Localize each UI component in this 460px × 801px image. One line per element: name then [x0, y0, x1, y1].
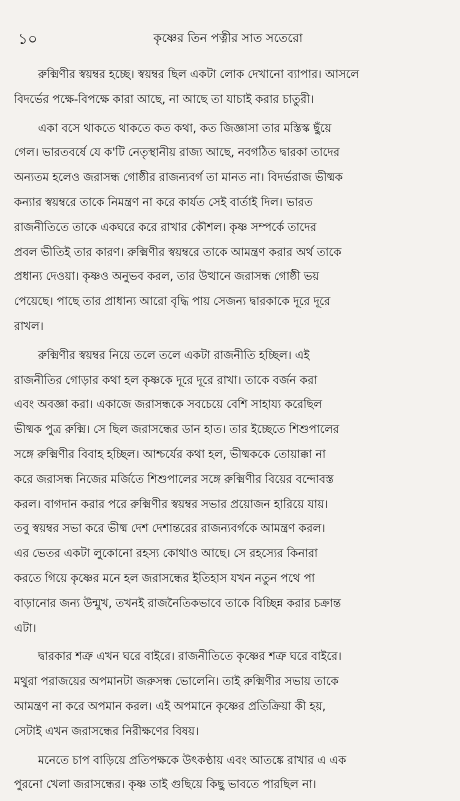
- text-line: বাড়ানোর জন্য উন্মুখ, তখনই রাজনৈতিকভাবে তাকে বিচ্ছিন্ন করার চক্রান্ত: [14, 595, 341, 610]
- text-line: অন্যতম হলেও জরাসন্ধ গোষ্ঠীর রাজন্যবর্গ তা মানত না। বিদর্ভরাজ ভীষ্মক: [14, 170, 343, 185]
- text-line: দ্বারকার শত্রু এখন ঘরে বাইরে। রাজনীতিতে কৃষ্ণের শত্রু ঘরে বাইরে।: [38, 649, 342, 664]
- paragraph: [14, 748, 446, 798]
- text-line: এর ভেতর একটা লুকোনো রহস্য কোথাও আছে। সে রহস্যের কিনারা: [14, 546, 318, 561]
- paragraph: [14, 343, 446, 641]
- text-line: আমন্ত্রণ না করে অপমান করল। এই অপমানে কৃষ্ণের প্রতিক্রিয়া কী হয়,: [14, 698, 326, 713]
- text-line: তবু স্বয়ম্বর সভা করে ভীষ্ম দেশ দেশান্তরের রাজন্যবর্গকে আমন্ত্রণ করল।: [14, 521, 326, 536]
- page-number: ১০: [18, 30, 38, 48]
- text-line: ভীষ্মক পুত্র রুক্মি। সে ছিল জরাসন্ধের ডান হাত। তার ইচ্ছেতে শিশুপালের: [14, 422, 340, 437]
- page-header: [14, 28, 442, 50]
- body-text: [14, 62, 446, 801]
- text-line: করে জরাসন্ধ নিজের মর্জিতে শিশুপালের সঙ্গে রুক্মিণীর বিয়ের বন্দোবস্ত: [14, 471, 334, 486]
- text-line: মনেতে চাপ বাড়িয়ে প্রতিপক্ষকে উৎকণ্ঠায় এবং আতঙ্কে রাখার এ এক: [38, 752, 347, 767]
- paragraph: [14, 644, 446, 743]
- text-line: বিদর্ভের পক্ষে-বিপক্ষে কারা আছে, না আছে তা যাচাই করার চাতুরী।: [14, 91, 314, 106]
- text-line: গেল। ভারতবর্ষে যে ক'টি নেতৃস্থানীয় রাজ্য আছে, নবগঠিত দ্বারকা তাদের: [14, 145, 340, 160]
- paragraph: [14, 116, 446, 339]
- running-title: কৃষ্ণের তিন পত্নীর সাত সতেরো: [153, 31, 303, 45]
- text-line: রুক্মিণীর স্বয়ম্বর হচ্ছে। স্বয়ম্বর ছিল একটা লোক দেখানো ব্যাপার। আসলে: [38, 67, 360, 81]
- text-line: করল। বাগদান করার পরে রুক্মিণীর স্বয়ম্বর সভার প্রয়োজন হারিয়ে যায়।: [14, 496, 329, 511]
- text-line: প্রধান্য দেওয়া। কৃষ্ণও অনুভব করল, তার উত্থানে জরাসন্ধ গোষ্ঠী ভয়: [14, 269, 319, 284]
- text-line: কন্যার স্বয়ম্বরে তাকে নিমন্ত্রণ না করে কার্যত সেই বার্তাই দিল। ভারত: [14, 194, 313, 209]
- text-line: রাখল।: [14, 318, 44, 333]
- text-line: সেটাই এখন জরাসন্ধের নিরীক্ষণের বিষয়।: [14, 723, 199, 738]
- text-line: এটা।: [14, 620, 37, 635]
- text-line: পেয়েছে। পাছে তার প্রাধান্য আরো বৃদ্ধি পায় সেজন্য দ্বারকাকে দূরে দূরে: [14, 294, 331, 309]
- text-line: রাজনীতিতে তাকে একঘরে করে রাখার কৌশল। কৃষ্ণ সম্পর্কে তাদের: [14, 219, 317, 234]
- text-line: মথুরা পরাজয়ের অপমানটা জরুসন্ধ ভোলেনি। তাই রুক্মিণীর সভায় তাকে: [14, 674, 339, 689]
- text-line: করতে গিয়ে কৃষ্ণের মনে হল জরাসন্ধের ইতিহাস যখন নতুন পথে পা: [14, 570, 315, 585]
- text-line: একা বসে থাকতে থাকতে কত কথা, কত জিজ্ঞাসা তার মস্তিস্ক ছুঁয়ে: [38, 120, 332, 135]
- text-line: প্রবল ভীতিই তার কারণ। রুক্মিণীর স্বয়ম্বরে তাকে আমন্ত্রণ করার অর্থ তাকে: [14, 244, 342, 259]
- paragraph: [14, 62, 446, 112]
- text-line: রাজনীতির গোড়ার কথা হল কৃষ্ণকে দূরে দূরে রাখা। তাকে বর্জন করা: [14, 372, 318, 387]
- text-line: সঙ্গে রুক্মিণীর বিবাহ হচ্ছিল। আশ্চর্যের কথা হল, ভীষ্মককে তোয়াক্কা না: [14, 446, 326, 461]
- text-line: রুক্মিণীর স্বয়ম্বর নিয়ে তলে তলে একটা রাজনীতি হচ্ছিল। এই: [38, 347, 310, 362]
- text-line: এবং অবজ্ঞা করা। একাজে জরাসন্ধকে সবচেয়ে বেশি সাহায্য করেছিল: [14, 397, 322, 412]
- text-line: পুরনো খেলা জরাসন্ধের। কৃষ্ণ তাই গুছিয়ে কিছু ভাবতে পারছিল না।: [14, 777, 317, 792]
